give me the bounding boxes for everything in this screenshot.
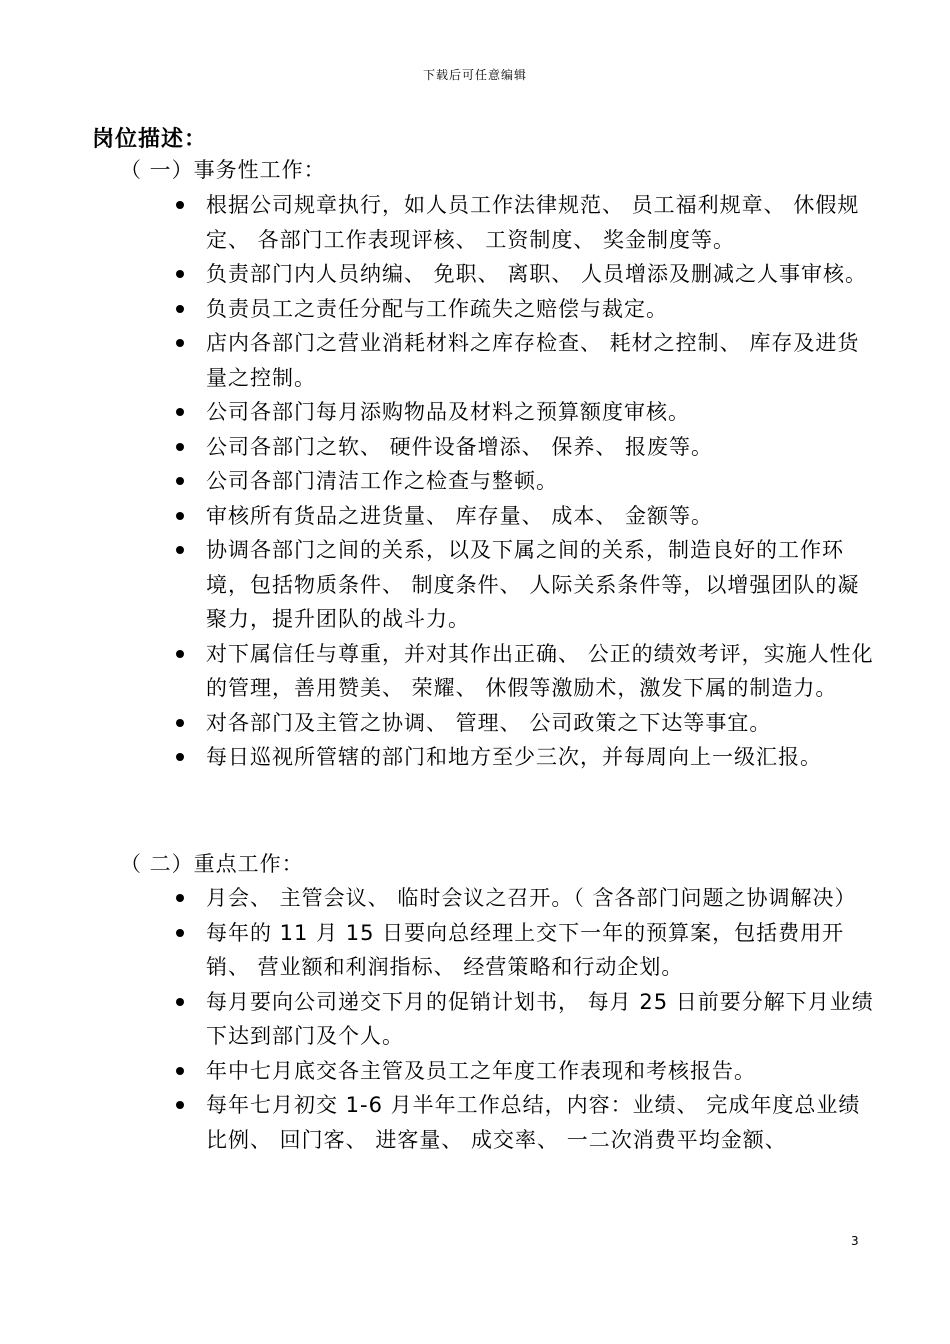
list-item: 负责员工之责任分配与工作疏失之赔偿与裁定。 bbox=[175, 292, 875, 327]
section-title-key-work: （ 二）重点工作： bbox=[120, 852, 304, 876]
list-item: 协调各部门之间的关系，以及下属之间的关系，制造良好的工作环境，包括物质条件、 制度条件、 人际关系条件等，以增强团队的凝聚力，提升团队的战斗力。 bbox=[175, 533, 875, 637]
list-item: 公司各部门之软、 硬件设备增添、 保养、 报废等。 bbox=[175, 430, 875, 465]
list-item: 审核所有货品之进货量、 库存量、 成本、 金额等。 bbox=[175, 499, 875, 534]
list-item: 每月要向公司递交下月的促销计划书， 每月 25 日前要分解下月业绩下达到部门及个人。 bbox=[175, 985, 875, 1054]
list-item: 负责部门内人员纳编、 免职、 离职、 人员增添及删减之人事审核。 bbox=[175, 257, 875, 292]
key-work-list bbox=[175, 881, 875, 1157]
list-item: 每年七月初交 1-6 月半年工作总结，内容：业绩、 完成年度总业绩比例、 回门客、 进客量、 成交率、 一二次消费平均金额、 bbox=[175, 1088, 875, 1157]
list-item: 对下属信任与尊重，并对其作出正确、 公正的绩效考评，实施人性化的管理，善用赞美、 荣耀、 休假等激励术，激发下属的制造力。 bbox=[175, 637, 875, 706]
list-item: 公司各部门每月添购物品及材料之预算额度审核。 bbox=[175, 395, 875, 430]
list-item: 每日巡视所管辖的部门和地方至少三次，并每周向上一级汇报。 bbox=[175, 740, 875, 775]
section-title-routine-work: （ 一）事务性工作： bbox=[120, 158, 326, 182]
list-item: 根据公司规章执行，如人员工作法律规范、 员工福利规章、 休假规定、 各部门工作表现评核、 工资制度、 奖金制度等。 bbox=[175, 188, 875, 257]
list-item: 店内各部门之营业消耗材料之库存检查、 耗材之控制、 库存及进货量之控制。 bbox=[175, 326, 875, 395]
list-item: 每年的 11 月 15 日要向总经理上交下一年的预算案，包括费用开销、 营业额和利润指标、 经营策略和行动企划。 bbox=[175, 916, 875, 985]
list-item: 年中七月底交各主管及员工之年度工作表现和考核报告。 bbox=[175, 1054, 875, 1089]
page-heading: 岗位描述： bbox=[92, 127, 208, 152]
list-item: 月会、 主管会议、 临时会议之召开。（ 含各部门问题之协调解决） bbox=[175, 881, 875, 916]
list-item: 公司各部门清洁工作之检查与整顿。 bbox=[175, 464, 875, 499]
routine-work-list bbox=[175, 188, 875, 775]
page-number: 3 bbox=[851, 1234, 859, 1248]
list-item: 对各部门及主管之协调、 管理、 公司政策之下达等事宜。 bbox=[175, 706, 875, 741]
page-header: 下载后可任意编辑 bbox=[422, 68, 527, 82]
